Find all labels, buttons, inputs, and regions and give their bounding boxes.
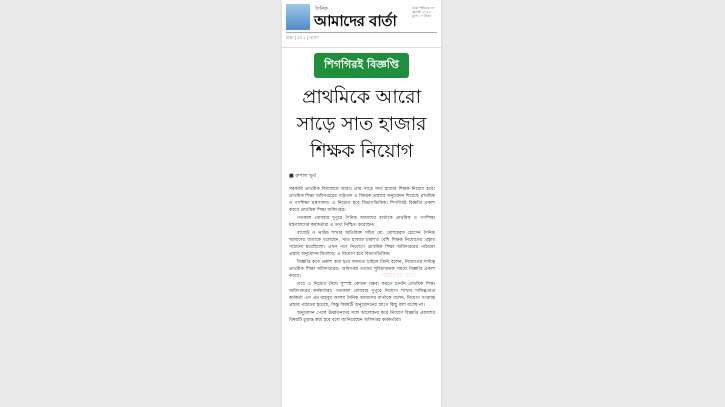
masthead [282, 0, 441, 48]
watermark: আমাদের বার্তা [382, 272, 417, 279]
byline: ■ রুপাল ভূর্ব [289, 173, 316, 179]
headline-line: সাড়ে সাত হাজার [296, 113, 427, 135]
article-paragraph: গতকাল রোববার দুপুরে দৈনিক আমাদের বার্তাকে প্রাথমিক ও গণশিক্ষা মন্ত্রণালয়ের কর্মকর্তারা এ তথ্য নিশ্চিত করেছেন। [289, 216, 435, 228]
newspaper-clipping [282, 0, 441, 407]
masthead-photo-strip [286, 4, 310, 30]
headline-line: শিক্ষক নিয়োগ [310, 140, 413, 162]
article-paragraph: অনুমোদন পেলে ঊর্ধ্বতনদের সঙ্গে আলোচনা করে নিয়োগ বিজ্ঞপ্তি প্রকাশের বিষয়টি চূড়ান্ত করা হবে বলে জানিয়েছেন অধিদপ্তর কর্মকর্তারা। [289, 311, 435, 323]
article-body [282, 186, 441, 324]
article-paragraph: সরকারি প্রাথমিক বিদ্যালয়ে আরও প্রায় সাড়ে সাত হাজার শিক্ষক নিয়োগ হবে। প্রাথমিক শিক্ষা অধিদপ্তরের পাঠানো এ বিষয়ক প্রস্তাবে অনুমোদন দিয়েছে প্রাথমিক ও গণশিক্ষা মন্ত্রণালয়। এ নিয়োগ হবে বিভাগভিত্তিক। শিগগিরই বিজ্ঞপ্তি প্রকাশ করবে প্রাথমিক শিক্ষা অধিদপ্তর। [289, 187, 435, 213]
masthead-small-label: দৈনিক [315, 6, 328, 12]
article-paragraph: বিজ্ঞপ্তি কবে প্রকাশ করা হবে জানতে চাইলে তিনি বলেন, নিয়োগের দায়িত্ব প্রাথমিক শিক্ষা অধিদপ্তরের। অধিদপ্তর তাদের সুবিধাজনক সময়ে বিজ্ঞপ্তি প্রকাশ করবে। [289, 260, 435, 279]
headline-line: প্রাথমিকে আরো [302, 86, 421, 108]
article-paragraph: বাজেট ও ভাউচ শাখার অতিরিক্ত সচিব মো. মোশাররফ হোসেন দৈনিক আমাদের বার্তাকে বলেছেন, সাত হাজার চারশ'র বেশি শিক্ষক নিয়োগের প্রস্তাব পাঠানো হয়েছিলো। এখন পদে নিয়োগে প্রাথমিক শিক্ষা অধিদপ্তরের পাঠানো প্রস্তাব অনুমোদন মিলেছে। এ নিয়োগ হবে বিভাগভিত্তিক। [289, 231, 435, 257]
masthead-date-info: ঢাকা শনিবার ৩০ জুলাই ২০২২ মূল্য ১০ টাকা [412, 6, 436, 18]
masthead-title: আমাদের বার্তা [314, 12, 397, 30]
article-paragraph: তবে এ নিয়োগ নিয়ে সুস্পষ্ট কোনো মন্তব্য করতে চাননি প্রাথমিক শিক্ষা অধিদপ্তরের কর্মকর্তারা। গতকাল রোববার দুপুরে নিয়োগ শাখার দায়িত্বপ্রাপ্ত কর্মকর্তা এস এম মাহবুব আলম দৈনিক আমাদের বার্তাকে বলেন, নিয়োগ সংক্রান্ত প্রস্তাব পাঠানো হয়েছে, কিন্তু বিষয়টি অনুমোদনের আগে কিছু বলা যাচ্ছে না। [289, 282, 435, 308]
headline [282, 84, 441, 165]
section-banner: শিগগিরই বিজ্ঞপ্তি [314, 53, 409, 78]
masthead-meta: ঢাকা | বর্ষ ২ | সংখ্যা [286, 35, 319, 40]
masthead-divider [286, 32, 437, 33]
